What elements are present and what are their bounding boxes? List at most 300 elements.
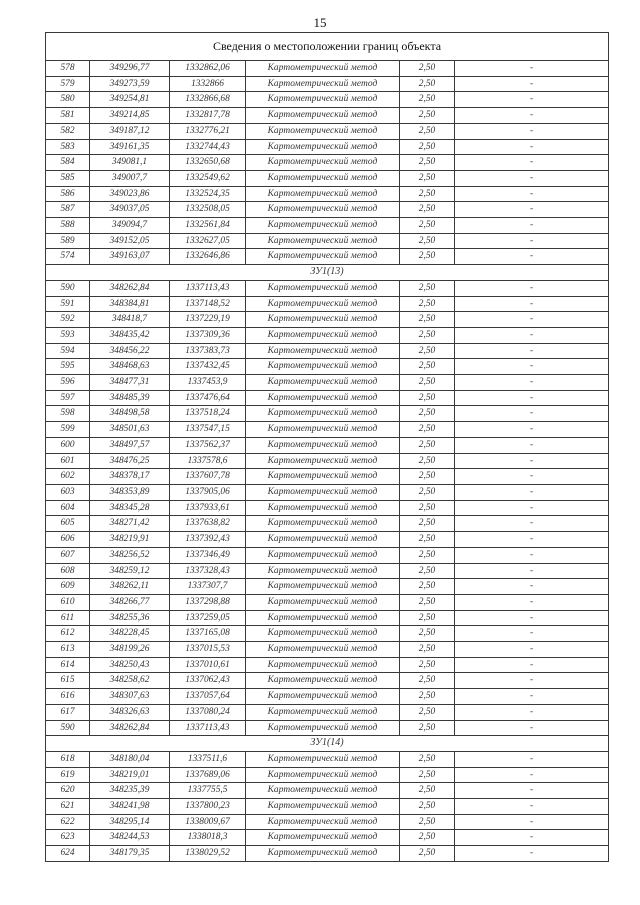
accuracy-cell: 2,50	[400, 390, 455, 406]
point-number-cell: 588	[46, 218, 90, 234]
coordinate-x-cell: 348378,17	[90, 469, 170, 485]
table-row	[46, 657, 609, 673]
accuracy-cell: 2,50	[400, 673, 455, 689]
method-cell: Картометрический метод	[246, 563, 400, 579]
table-row	[46, 783, 609, 799]
description-cell: -	[455, 799, 609, 815]
coordinate-x-cell: 348199,26	[90, 642, 170, 658]
accuracy-cell: 2,50	[400, 547, 455, 563]
coordinate-x-cell: 349081,1	[90, 155, 170, 171]
table-row	[46, 689, 609, 705]
coordinate-x-cell: 348271,42	[90, 516, 170, 532]
point-number-cell: 581	[46, 108, 90, 124]
method-cell: Картометрический метод	[246, 642, 400, 658]
description-cell: -	[455, 783, 609, 799]
coordinate-y-cell: 1338018,3	[170, 830, 246, 846]
table-row	[46, 296, 609, 312]
method-cell: Картометрический метод	[246, 170, 400, 186]
table-row	[46, 453, 609, 469]
coordinate-x-cell: 348255,36	[90, 610, 170, 626]
coordinate-y-cell: 1337933,61	[170, 500, 246, 516]
method-cell: Картометрический метод	[246, 375, 400, 391]
description-cell: -	[455, 532, 609, 548]
description-cell: -	[455, 484, 609, 500]
table-row	[46, 155, 609, 171]
accuracy-cell: 2,50	[400, 814, 455, 830]
coordinate-y-cell: 1337113,43	[170, 280, 246, 296]
description-cell: -	[455, 516, 609, 532]
coordinate-y-cell: 1337638,82	[170, 516, 246, 532]
accuracy-cell: 2,50	[400, 233, 455, 249]
description-cell: -	[455, 249, 609, 265]
coordinate-y-cell: 1337148,52	[170, 296, 246, 312]
point-number-cell: 578	[46, 61, 90, 77]
coordinate-y-cell: 1332776,21	[170, 123, 246, 139]
coordinate-y-cell: 1332744,43	[170, 139, 246, 155]
method-cell: Картометрический метод	[246, 673, 400, 689]
point-number-cell: 608	[46, 563, 90, 579]
table-row	[46, 422, 609, 438]
description-cell: -	[455, 814, 609, 830]
coordinate-y-cell: 1337259,05	[170, 610, 246, 626]
coordinate-x-cell: 349094,7	[90, 218, 170, 234]
method-cell: Картометрический метод	[246, 186, 400, 202]
table-row	[46, 500, 609, 516]
table-row	[46, 233, 609, 249]
point-number-cell: 579	[46, 76, 90, 92]
coordinate-y-cell: 1337562,37	[170, 437, 246, 453]
coordinate-y-cell: 1332549,62	[170, 170, 246, 186]
description-cell: -	[455, 92, 609, 108]
point-number-cell: 594	[46, 343, 90, 359]
method-cell: Картометрический метод	[246, 139, 400, 155]
coordinate-y-cell: 1338029,52	[170, 846, 246, 862]
table-row	[46, 846, 609, 862]
table-row	[46, 814, 609, 830]
description-cell: -	[455, 139, 609, 155]
table-row	[46, 547, 609, 563]
coordinate-x-cell: 348262,84	[90, 280, 170, 296]
coordinate-y-cell: 1337578,6	[170, 453, 246, 469]
point-number-cell: 574	[46, 249, 90, 265]
description-cell: -	[455, 76, 609, 92]
table-row	[46, 108, 609, 124]
coordinate-x-cell: 348326,63	[90, 704, 170, 720]
accuracy-cell: 2,50	[400, 343, 455, 359]
accuracy-cell: 2,50	[400, 783, 455, 799]
description-cell: -	[455, 233, 609, 249]
method-cell: Картометрический метод	[246, 312, 400, 328]
method-cell: Картометрический метод	[246, 359, 400, 375]
coordinate-y-cell: 1332866	[170, 76, 246, 92]
accuracy-cell: 2,50	[400, 406, 455, 422]
coordinate-x-cell: 348256,52	[90, 547, 170, 563]
table-row	[46, 579, 609, 595]
coordinate-x-cell: 348307,63	[90, 689, 170, 705]
table-row	[46, 767, 609, 783]
method-cell: Картометрический метод	[246, 610, 400, 626]
coordinate-x-cell: 348259,12	[90, 563, 170, 579]
table-row	[46, 170, 609, 186]
description-cell: -	[455, 108, 609, 124]
point-number-cell: 585	[46, 170, 90, 186]
coordinate-x-cell: 348497,57	[90, 437, 170, 453]
accuracy-cell: 2,50	[400, 327, 455, 343]
point-number-cell: 620	[46, 783, 90, 799]
coordinate-y-cell: 1337432,45	[170, 359, 246, 375]
description-cell: -	[455, 579, 609, 595]
coordinate-y-cell: 1332524,35	[170, 186, 246, 202]
section-label: ЗУ1(13)	[46, 265, 609, 281]
point-number-cell: 612	[46, 626, 90, 642]
table-row	[46, 594, 609, 610]
method-cell: Картометрический метод	[246, 406, 400, 422]
table-row	[46, 830, 609, 846]
accuracy-cell: 2,50	[400, 359, 455, 375]
accuracy-cell: 2,50	[400, 249, 455, 265]
table-row	[46, 751, 609, 767]
description-cell: -	[455, 375, 609, 391]
method-cell: Картометрический метод	[246, 751, 400, 767]
point-number-cell: 593	[46, 327, 90, 343]
coordinate-y-cell: 1337800,23	[170, 799, 246, 815]
method-cell: Картометрический метод	[246, 453, 400, 469]
point-number-cell: 597	[46, 390, 90, 406]
coordinate-x-cell: 348384,81	[90, 296, 170, 312]
point-number-cell: 607	[46, 547, 90, 563]
coordinate-y-cell: 1337015,53	[170, 642, 246, 658]
description-cell: -	[455, 642, 609, 658]
description-cell: -	[455, 343, 609, 359]
coordinate-x-cell: 348244,53	[90, 830, 170, 846]
page-number: 15	[313, 15, 327, 30]
description-cell: -	[455, 437, 609, 453]
coordinate-x-cell: 348228,45	[90, 626, 170, 642]
point-number-cell: 614	[46, 657, 90, 673]
description-cell: -	[455, 312, 609, 328]
description-cell: -	[455, 563, 609, 579]
point-number-cell: 600	[46, 437, 90, 453]
description-cell: -	[455, 547, 609, 563]
coordinate-x-cell: 348476,25	[90, 453, 170, 469]
coordinate-y-cell: 1337057,64	[170, 689, 246, 705]
accuracy-cell: 2,50	[400, 751, 455, 767]
table-row	[46, 799, 609, 815]
coordinate-x-cell: 348353,89	[90, 484, 170, 500]
coordinate-x-cell: 348262,11	[90, 579, 170, 595]
description-cell: -	[455, 186, 609, 202]
point-number-cell: 591	[46, 296, 90, 312]
table-row	[46, 202, 609, 218]
point-number-cell: 616	[46, 689, 90, 705]
coordinate-x-cell: 348418,7	[90, 312, 170, 328]
point-number-cell: 596	[46, 375, 90, 391]
point-number-cell: 621	[46, 799, 90, 815]
table-row	[46, 390, 609, 406]
method-cell: Картометрический метод	[246, 594, 400, 610]
table-row	[46, 327, 609, 343]
table-row	[46, 484, 609, 500]
table-row	[46, 359, 609, 375]
accuracy-cell: 2,50	[400, 626, 455, 642]
section-row	[46, 265, 609, 281]
method-cell: Картометрический метод	[246, 484, 400, 500]
coordinate-x-cell: 348468,63	[90, 359, 170, 375]
accuracy-cell: 2,50	[400, 139, 455, 155]
coordinate-y-cell: 1337328,43	[170, 563, 246, 579]
table-row	[46, 61, 609, 77]
method-cell: Картометрический метод	[246, 155, 400, 171]
coordinate-y-cell: 1337346,49	[170, 547, 246, 563]
point-number-cell: 599	[46, 422, 90, 438]
coordinate-x-cell: 348266,77	[90, 594, 170, 610]
method-cell: Картометрический метод	[246, 814, 400, 830]
method-cell: Картометрический метод	[246, 830, 400, 846]
coordinate-x-cell: 348262,84	[90, 720, 170, 736]
coordinate-x-cell: 348345,28	[90, 500, 170, 516]
accuracy-cell: 2,50	[400, 846, 455, 862]
accuracy-cell: 2,50	[400, 799, 455, 815]
accuracy-cell: 2,50	[400, 453, 455, 469]
point-number-cell: 618	[46, 751, 90, 767]
point-number-cell: 619	[46, 767, 90, 783]
description-cell: -	[455, 830, 609, 846]
accuracy-cell: 2,50	[400, 500, 455, 516]
coordinate-x-cell: 349161,35	[90, 139, 170, 155]
method-cell: Картометрический метод	[246, 767, 400, 783]
table-row	[46, 642, 609, 658]
coordinate-x-cell: 348258,62	[90, 673, 170, 689]
accuracy-cell: 2,50	[400, 312, 455, 328]
method-cell: Картометрический метод	[246, 123, 400, 139]
coordinate-x-cell: 349007,7	[90, 170, 170, 186]
description-cell: -	[455, 296, 609, 312]
coordinate-y-cell: 1337689,06	[170, 767, 246, 783]
point-number-cell: 604	[46, 500, 90, 516]
coordinate-x-cell: 348180,04	[90, 751, 170, 767]
table-row	[46, 563, 609, 579]
point-number-cell: 613	[46, 642, 90, 658]
coordinate-x-cell: 348456,22	[90, 343, 170, 359]
description-cell: -	[455, 155, 609, 171]
table-row	[46, 375, 609, 391]
coordinate-y-cell: 1337383,73	[170, 343, 246, 359]
point-number-cell: 623	[46, 830, 90, 846]
coordinate-y-cell: 1337307,7	[170, 579, 246, 595]
coordinate-x-cell: 349163,07	[90, 249, 170, 265]
point-number-cell: 583	[46, 139, 90, 155]
method-cell: Картометрический метод	[246, 704, 400, 720]
point-number-cell: 582	[46, 123, 90, 139]
coordinate-x-cell: 349296,77	[90, 61, 170, 77]
table-row	[46, 343, 609, 359]
method-cell: Картометрический метод	[246, 500, 400, 516]
description-cell: -	[455, 673, 609, 689]
method-cell: Картометрический метод	[246, 233, 400, 249]
point-number-cell: 590	[46, 280, 90, 296]
coordinate-y-cell: 1332650,68	[170, 155, 246, 171]
description-cell: -	[455, 170, 609, 186]
description-cell: -	[455, 626, 609, 642]
point-number-cell: 610	[46, 594, 90, 610]
description-cell: -	[455, 422, 609, 438]
accuracy-cell: 2,50	[400, 170, 455, 186]
description-cell: -	[455, 767, 609, 783]
description-cell: -	[455, 610, 609, 626]
point-number-cell: 611	[46, 610, 90, 626]
description-cell: -	[455, 657, 609, 673]
accuracy-cell: 2,50	[400, 830, 455, 846]
table-row	[46, 516, 609, 532]
accuracy-cell: 2,50	[400, 92, 455, 108]
coordinate-y-cell: 1332817,78	[170, 108, 246, 124]
method-cell: Картометрический метод	[246, 626, 400, 642]
coordinate-x-cell: 348485,39	[90, 390, 170, 406]
table-row	[46, 469, 609, 485]
accuracy-cell: 2,50	[400, 469, 455, 485]
coordinate-y-cell: 1337010,61	[170, 657, 246, 673]
coordinate-y-cell: 1337229,19	[170, 312, 246, 328]
coordinate-x-cell: 348498,58	[90, 406, 170, 422]
method-cell: Картометрический метод	[246, 547, 400, 563]
method-cell: Картометрический метод	[246, 92, 400, 108]
method-cell: Картометрический метод	[246, 202, 400, 218]
accuracy-cell: 2,50	[400, 516, 455, 532]
point-number-cell: 615	[46, 673, 90, 689]
method-cell: Картометрический метод	[246, 343, 400, 359]
point-number-cell: 606	[46, 532, 90, 548]
coordinate-x-cell: 349254,81	[90, 92, 170, 108]
coordinate-x-cell: 349187,12	[90, 123, 170, 139]
point-number-cell: 598	[46, 406, 90, 422]
method-cell: Картометрический метод	[246, 516, 400, 532]
point-number-cell: 589	[46, 233, 90, 249]
accuracy-cell: 2,50	[400, 108, 455, 124]
coordinate-y-cell: 1337453,9	[170, 375, 246, 391]
coordinate-x-cell: 348241,98	[90, 799, 170, 815]
method-cell: Картометрический метод	[246, 61, 400, 77]
description-cell: -	[455, 689, 609, 705]
coordinate-y-cell: 1337392,43	[170, 532, 246, 548]
coordinate-y-cell: 1332627,05	[170, 233, 246, 249]
table-row	[46, 186, 609, 202]
table-row	[46, 626, 609, 642]
coordinate-x-cell: 348250,43	[90, 657, 170, 673]
coordinate-y-cell: 1332862,06	[170, 61, 246, 77]
accuracy-cell: 2,50	[400, 375, 455, 391]
accuracy-cell: 2,50	[400, 61, 455, 77]
coordinate-y-cell: 1337165,08	[170, 626, 246, 642]
coordinate-y-cell: 1337905,06	[170, 484, 246, 500]
description-cell: -	[455, 594, 609, 610]
method-cell: Картометрический метод	[246, 280, 400, 296]
method-cell: Картометрический метод	[246, 799, 400, 815]
description-cell: -	[455, 61, 609, 77]
point-number-cell: 622	[46, 814, 90, 830]
accuracy-cell: 2,50	[400, 280, 455, 296]
table-caption-row	[46, 33, 609, 61]
boundary-table-container	[45, 32, 608, 862]
table-row	[46, 720, 609, 736]
method-cell: Картометрический метод	[246, 437, 400, 453]
point-number-cell: 609	[46, 579, 90, 595]
accuracy-cell: 2,50	[400, 437, 455, 453]
point-number-cell: 602	[46, 469, 90, 485]
description-cell: -	[455, 218, 609, 234]
coordinate-y-cell: 1337511,6	[170, 751, 246, 767]
method-cell: Картометрический метод	[246, 469, 400, 485]
table-row	[46, 218, 609, 234]
coordinate-x-cell: 348477,31	[90, 375, 170, 391]
description-cell: -	[455, 704, 609, 720]
description-cell: -	[455, 327, 609, 343]
table-row	[46, 123, 609, 139]
table-row	[46, 76, 609, 92]
table-row	[46, 139, 609, 155]
accuracy-cell: 2,50	[400, 610, 455, 626]
accuracy-cell: 2,50	[400, 484, 455, 500]
point-number-cell: 590	[46, 720, 90, 736]
description-cell: -	[455, 406, 609, 422]
coordinate-y-cell: 1337298,88	[170, 594, 246, 610]
method-cell: Картометрический метод	[246, 218, 400, 234]
table-row	[46, 249, 609, 265]
coordinate-y-cell: 1337607,78	[170, 469, 246, 485]
coordinate-y-cell: 1332561,84	[170, 218, 246, 234]
point-number-cell: 595	[46, 359, 90, 375]
accuracy-cell: 2,50	[400, 218, 455, 234]
table-row	[46, 532, 609, 548]
coordinate-x-cell: 348501,63	[90, 422, 170, 438]
point-number-cell: 617	[46, 704, 90, 720]
point-number-cell: 580	[46, 92, 90, 108]
accuracy-cell: 2,50	[400, 767, 455, 783]
method-cell: Картометрический метод	[246, 783, 400, 799]
table-row	[46, 312, 609, 328]
accuracy-cell: 2,50	[400, 76, 455, 92]
table-row	[46, 92, 609, 108]
coordinate-y-cell: 1337062,43	[170, 673, 246, 689]
accuracy-cell: 2,50	[400, 123, 455, 139]
coordinate-y-cell: 1337518,24	[170, 406, 246, 422]
point-number-cell: 603	[46, 484, 90, 500]
point-number-cell: 586	[46, 186, 90, 202]
coordinate-y-cell: 1337755,5	[170, 783, 246, 799]
accuracy-cell: 2,50	[400, 422, 455, 438]
method-cell: Картометрический метод	[246, 657, 400, 673]
method-cell: Картометрический метод	[246, 422, 400, 438]
coordinate-x-cell: 349214,85	[90, 108, 170, 124]
point-number-cell: 601	[46, 453, 90, 469]
method-cell: Картометрический метод	[246, 108, 400, 124]
table-body	[46, 61, 609, 862]
method-cell: Картометрический метод	[246, 76, 400, 92]
coordinate-y-cell: 1337476,64	[170, 390, 246, 406]
section-label: ЗУ1(14)	[46, 736, 609, 752]
coordinate-x-cell: 349273,59	[90, 76, 170, 92]
point-number-cell: 592	[46, 312, 90, 328]
table-row	[46, 610, 609, 626]
coordinate-x-cell: 349152,05	[90, 233, 170, 249]
accuracy-cell: 2,50	[400, 296, 455, 312]
accuracy-cell: 2,50	[400, 579, 455, 595]
table-title: Сведения о местоположении границ объекта	[46, 33, 609, 61]
description-cell: -	[455, 469, 609, 485]
coordinate-y-cell: 1337547,15	[170, 422, 246, 438]
table-row	[46, 704, 609, 720]
coordinate-x-cell: 349023,86	[90, 186, 170, 202]
accuracy-cell: 2,50	[400, 563, 455, 579]
